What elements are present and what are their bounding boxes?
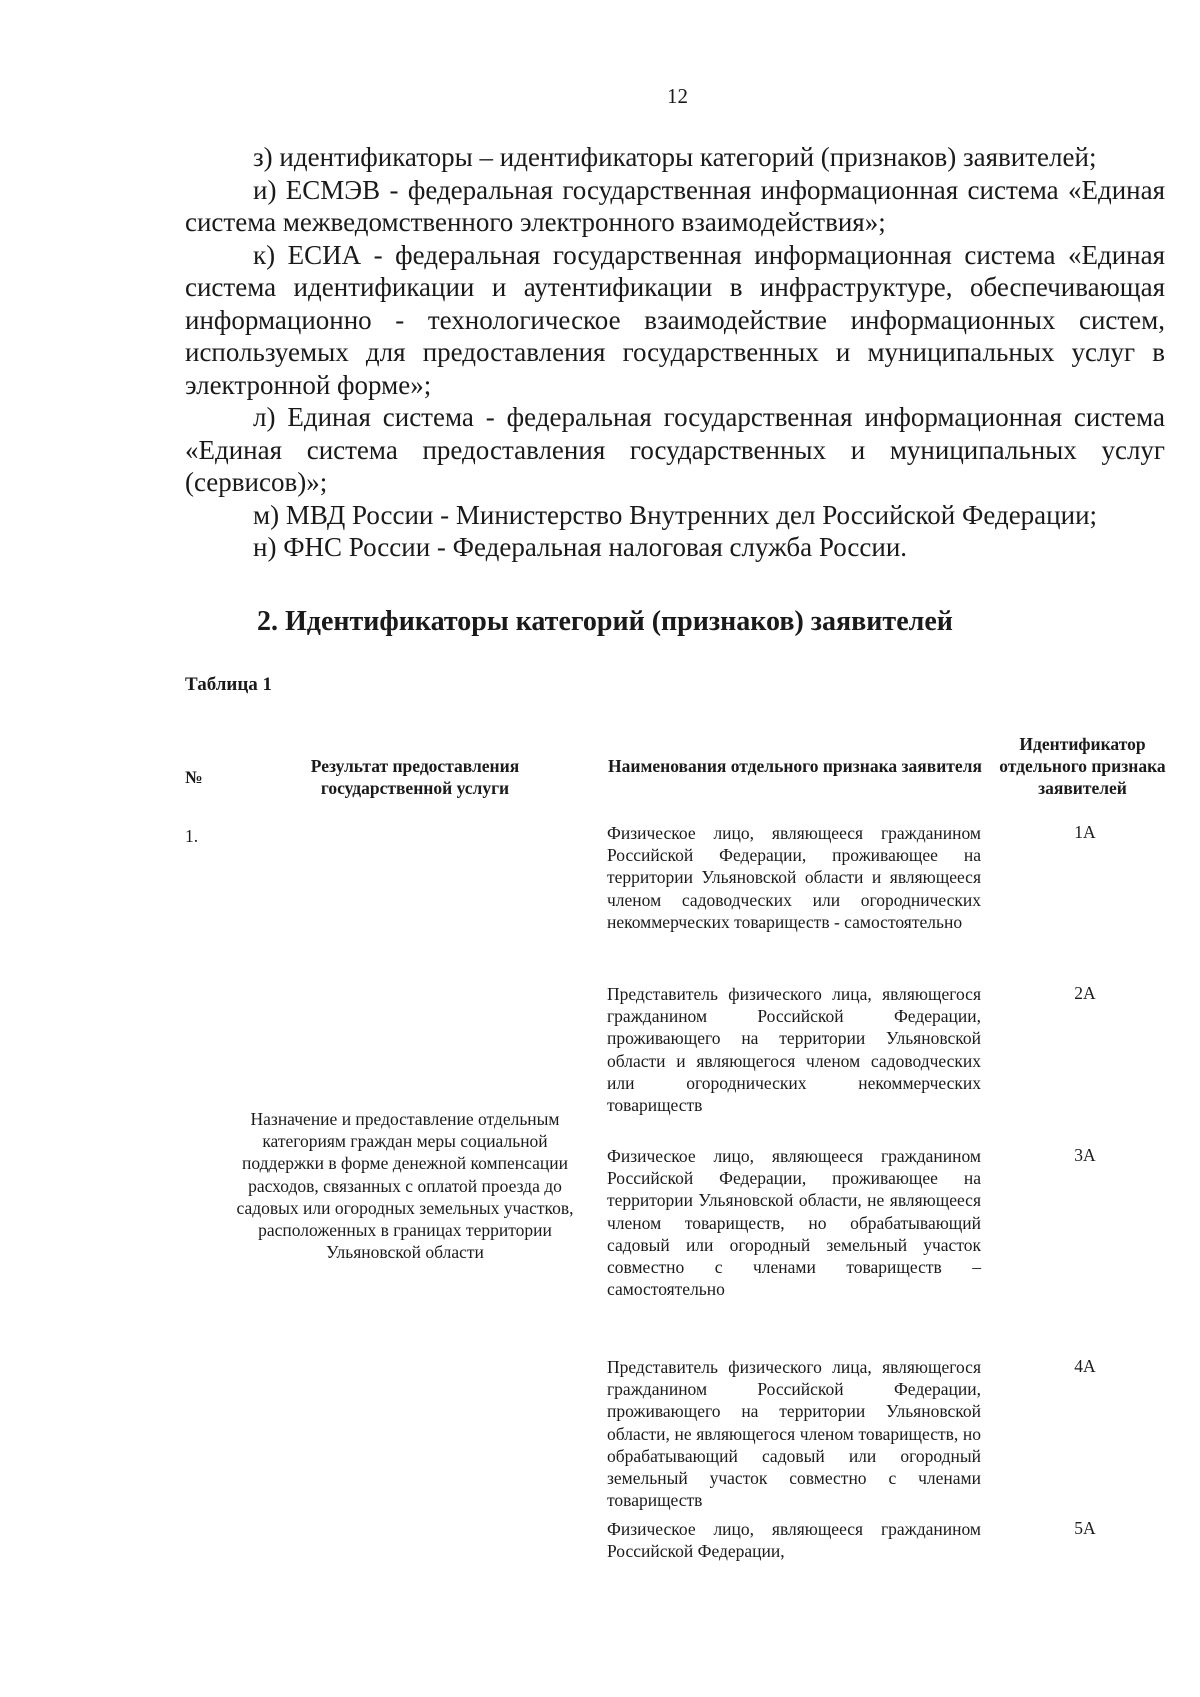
column-header-result: Результат предоставления государственной услуги [310,756,520,798]
definition-n: н) ФНС России - Федеральная налоговая служба России. [253,532,908,562]
column-header-feature-name: Наименования отдельного признака заявителя [608,756,982,776]
page-number: 12 [667,84,688,108]
feature-cell-1A: Физическое лицо, являющееся гражданином Российской Федерации, проживающее на территории Ульяновской области и являющееся членом садоводческих или огороднических некоммерческих товариществ - самостоятельно [607,823,981,932]
identifier-cell-5A: 5А [1074,1518,1096,1538]
service-result-cell: Назначение и предоставление отдельным категориям граждан меры социальной поддержки в форме денежной компенсации расходов, связанных с оплатой проезда до садовых или огородных земельных участков, расположенных в границах территории Ульяновской области [236,1109,574,1263]
definition-k: к) ЕСИА - федеральная государственная информационная система «Единая система идентификации и аутентификации в инфраструктуре, обеспечивающая информационно - технологическое взаимодействие информационных систем, используемых для предоставления государственных и муниципальных услуг в электронной форме»; [185,239,1165,400]
table-caption: Таблица 1 [185,674,273,695]
column-header-identifier: Идентификатор отдельного признака заявителей [999,734,1166,798]
section-heading: 2. Идентификаторы категорий (признаков) заявителей [257,606,953,637]
feature-cell-3A: Физическое лицо, являющееся гражданином Российской Федерации, проживающее на территории Ульяновской области, не являющееся членом товариществ, но обрабатывающий садовый или огородный земельный участок совместно с членами товариществ – самостоятельно [607,1146,981,1300]
column-header-number: № [185,767,203,787]
identifier-cell-4A: 4А [1074,1356,1096,1376]
identifier-cell-3A: 3А [1074,1145,1096,1165]
definition-m: м) МВД России - Министерство Внутренних дел Российской Федерации; [253,499,1098,530]
identifier-cell-1A: 1А [1074,822,1096,842]
feature-cell-4A: Представитель физического лица, являющегося гражданином Российской Федерации, проживающего на территории Ульяновской области, не являющегося членом товариществ, но обрабатывающий садовый или огородный земельный участок совместно с членами товариществ [607,1357,981,1511]
definitions-list [185,141,1165,564]
feature-cell-5A: Физическое лицо, являющееся гражданином Российской Федерации, [607,1519,981,1562]
identifier-cell-2A: 2А [1074,983,1096,1003]
feature-cell-2A: Представитель физического лица, являющегося гражданином Российской Федерации, проживающего на территории Ульяновской области и являющегося членом садоводческих или огороднических некоммерческих товариществ [607,984,981,1116]
definition-l: л) Единая система - федеральная государственная информационная система «Единая система предоставления государственных и муниципальных услуг (сервисов)»; [185,402,1165,497]
definition-z: з) идентификаторы – идентификаторы категорий (признаков) заявителей; [253,142,1097,172]
table-row-number: 1. [185,826,199,846]
definition-i: и) ЕСМЭВ - федеральная государственная информационная система «Единая система межведомственного электронного взаимодействия»; [185,174,1165,237]
